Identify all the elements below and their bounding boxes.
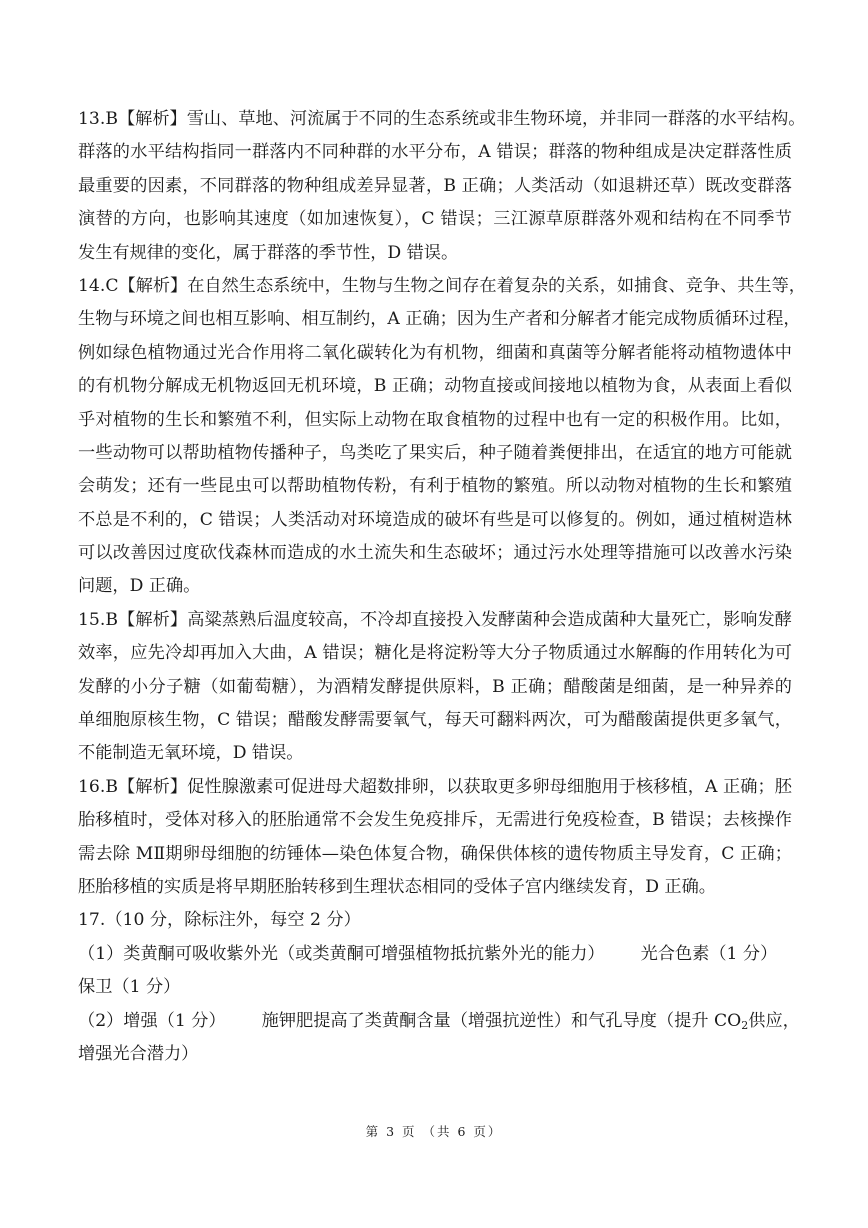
- text-line: 14.C【解析】在自然生态系统中，生物与生物之间存在着复杂的关系，如捕食、竞争、共生等，: [78, 275, 806, 296]
- part-2-answer-a: （2）增强（1 分）: [78, 1010, 226, 1031]
- answer-14: [78, 270, 806, 604]
- question-17-part-2-cont: 增强光合潜力）: [78, 1043, 199, 1064]
- text-line: 胎移植时，受体对移入的胚胎通常不会发生免疫排斥，无需进行免疫检查，B 错误；去核操作: [78, 810, 792, 831]
- text-line: 演替的方向，也影响其速度（如加速恢复），C 错误；三江源草原群落外观和结构在不同季节: [78, 209, 792, 230]
- text-line: 不总是不利的，C 错误；人类活动对环境造成的破坏有些是可以修复的。例如，通过植树造林: [78, 509, 792, 530]
- answer-content: [78, 103, 806, 1071]
- text-line: 15.B【解析】高粱蒸熟后温度较高，不冷却直接投入发酵菌种会造成菌种大量死亡，影响发酵: [78, 609, 792, 630]
- text-line: 效率，应先冷却再加入大曲，A 错误；糖化是将淀粉等大分子物质通过水解酶的作用转化为可: [78, 643, 792, 664]
- question-17-part-1: [78, 938, 792, 971]
- answer-17: [78, 904, 800, 1071]
- answer-16: [78, 771, 792, 905]
- text-line: 问题，D 正确。: [78, 576, 201, 597]
- part-2-answer-c: 供应，: [748, 1010, 800, 1031]
- text-line: 最重要的因素，不同群落的物种组成差异显著，B 正确；人类活动（如退耕还草）既改变群落: [78, 175, 792, 196]
- part-2-answer-b: 施钾肥提高了类黄酮含量（增强抗逆性）和气孔导度（提升 CO: [261, 1010, 742, 1031]
- text-line: 13.B【解析】雪山、草地、河流属于不同的生态系统或非生物环境，并非同一群落的水平结构。: [78, 109, 806, 129]
- text-line: 乎对植物的生长和繁殖不利，但实际上动物在取食植物的过程中也有一定的积极作用。比如，: [78, 409, 792, 430]
- text-line: 不能制造无氧环境，D 错误。: [78, 743, 304, 764]
- text-line: 的有机物分解成无机物返回无机环境，B 正确；动物直接或间接地以植物为食，从表面上看似: [78, 376, 792, 397]
- answer-13: [78, 103, 806, 270]
- text-line: 例如绿色植物通过光合作用将二氧化碳转化为有机物，细菌和真菌等分解者能将动植物遗体中: [78, 342, 792, 363]
- text-line: 胚胎移植的实质是将早期胚胎转移到生理状态相同的受体子宫内继续发育，D 正确。: [78, 876, 716, 897]
- answer-15: [78, 604, 792, 771]
- question-17-part-2: [78, 1005, 800, 1038]
- text-line: 单细胞原核生物，C 错误；醋酸发酵需要氧气，每天可翻料两次，可为醋酸菌提供更多氧气，: [78, 710, 792, 731]
- text-line: 生物与环境之间也相互影响、相互制约，A 正确；因为生产者和分解者才能完成物质循环过程，: [78, 309, 801, 330]
- text-line: 一些动物可以帮助植物传播种子，鸟类吃了果实后，种子随着粪便排出，在适宜的地方可能就: [78, 442, 792, 463]
- text-line: 会萌发；还有一些昆虫可以帮助植物传粉，有利于植物的繁殖。所以动物对植物的生长和繁殖: [78, 476, 792, 497]
- part-1-answer-a: （1）类黄酮可吸收紫外光（或类黄酮可增强植物抵抗紫外光的能力）: [78, 943, 605, 964]
- text-line: 发酵的小分子糖（如葡萄糖），为酒精发酵提供原料，B 正确；醋酸菌是细菌，是一种异养的: [78, 676, 792, 697]
- text-line: 16.B【解析】促性腺激素可促进母犬超数排卵，以获取更多卵母细胞用于核移植，A 正确；胚: [78, 776, 792, 797]
- question-17-part-1-cont: 保卫（1 分）: [78, 977, 181, 998]
- part-1-answer-b: 光合色素（1 分）: [640, 943, 778, 964]
- page-footer: 第 3 页 （共 6 页）: [365, 1124, 503, 1139]
- text-line: 需去除 MⅡ期卵母细胞的纺锤体—染色体复合物，确保供体核的遗传物质主导发育，C 正确；: [78, 843, 792, 864]
- text-line: 群落的水平结构指同一群落内不同种群的水平分布，A 错误；群落的物种组成是决定群落性质: [78, 142, 792, 163]
- text-line: 可以改善因过度砍伐森林而造成的水土流失和生态破坏；通过污水处理等措施可以改善水污染: [78, 543, 792, 564]
- co2-subscript: 2: [741, 1018, 749, 1032]
- text-line: 发生有规律的变化，属于群落的季节性，D 错误。: [78, 242, 459, 263]
- question-17-header: 17.（10 分，除标注外，每空 2 分）: [78, 910, 361, 931]
